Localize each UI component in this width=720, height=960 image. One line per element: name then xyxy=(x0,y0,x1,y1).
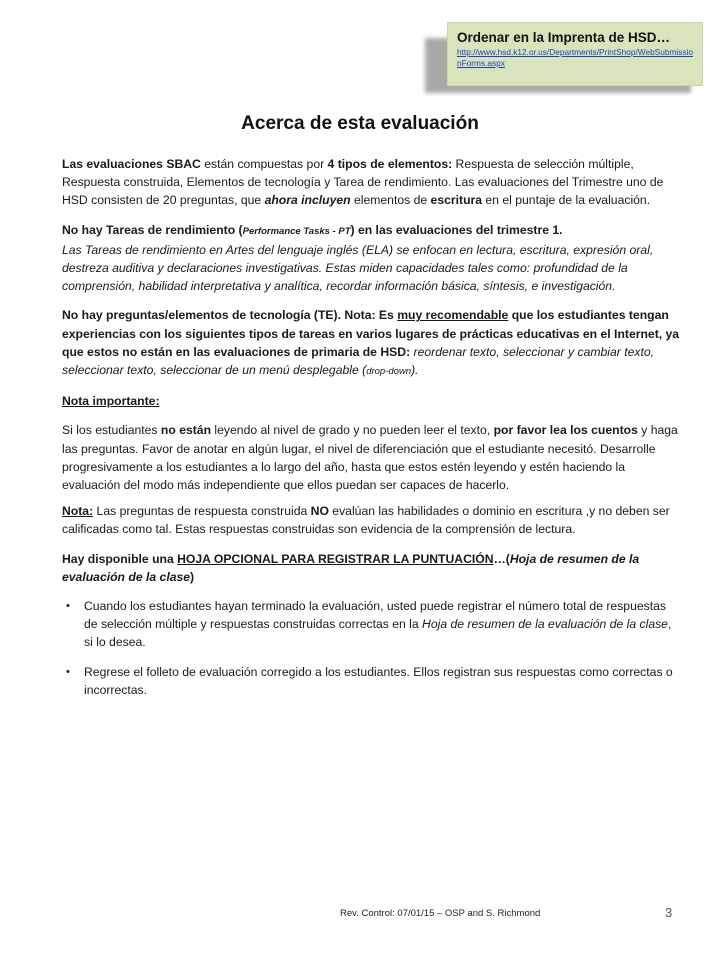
text-run: Performance Tasks - PT xyxy=(242,225,351,237)
text-run: ahora incluyen xyxy=(264,193,351,208)
text-run: leyendo al nivel de grado y no pueden leer el texto, xyxy=(211,423,494,438)
bullet-list xyxy=(62,597,680,699)
text-run: NO xyxy=(310,504,329,519)
text-run: HOJA OPCIONAL PARA REGISTRAR LA PUNTUACIÓN xyxy=(177,551,494,566)
bullet-icon: • xyxy=(66,665,70,678)
text-run: …( xyxy=(493,551,510,566)
page-title: Acerca de esta evaluación xyxy=(241,113,479,134)
print-shop-link[interactable]: http://www.hsd.k12.or.us/Departments/PrintShop/WebSubmissionForms.aspx xyxy=(457,47,693,68)
text-run: reordenar texto, seleccionar y cambiar texto, seleccionar texto, seleccionar de un menú desplegable ( xyxy=(62,344,655,378)
text-run: ). xyxy=(411,363,419,378)
text-run: Las evaluaciones SBAC xyxy=(62,157,201,171)
text-run: Hoja de resumen de la evaluación de la clase xyxy=(62,551,640,584)
text-run: elementos de xyxy=(350,193,431,208)
text-run: escritura xyxy=(430,193,483,208)
text-run: Nota: xyxy=(62,504,94,519)
text-run: ) xyxy=(190,569,195,584)
text-run: Cuando los estudiantes hayan terminado la evaluación, usted puede registrar el número total de respuestas de selección múltiple y respuestas construidas correctas en la xyxy=(84,599,666,632)
text-run: están compuestas por xyxy=(200,157,328,171)
text-run: evalúan las habilidades o dominio en escritura ,y no deben ser calificadas como tal. Estas respuestas construidas son evidencia de la comprensión de lectura. xyxy=(62,504,670,537)
important-note-heading: Nota importante: xyxy=(62,394,160,409)
text-run: Regrese el folleto de evaluación corregido a los estudiantes. Ellos registran sus respuestas como correctas o incorrectas. xyxy=(84,664,673,697)
paragraph-sbac-intro xyxy=(62,155,680,210)
paragraph-optional-sheet xyxy=(62,550,680,586)
text-run: Si los estudiantes xyxy=(62,423,161,438)
paragraph-technology-items xyxy=(62,306,680,381)
text-run: que los estudiantes tengan experiencias con los siguientes tipos de tareas en varios lugares de prácticas educativas en el Internet, ya que estos no están en las evaluaciones de primaria de HSD: xyxy=(62,308,680,359)
text-run: No hay Tareas de rendimiento ( xyxy=(62,222,243,237)
paragraph-constructed-response-note xyxy=(62,502,680,538)
text-run: 4 tipos de elementos: xyxy=(327,157,453,171)
text-run: Hay disponible una xyxy=(62,551,178,566)
text-run: Las Tareas de rendimiento en Artes del lenguaje inglés (ELA) se enfocan en lectura, escritura, expresión oral, destreza auditiva y declaraciones investigativas. Estas miden capacidades tales como: profundidad de la comprensión, habilidad interpretativa y analítica, recordar información básica, síntesis, e investigación. xyxy=(62,242,654,294)
text-run: ) en las evaluaciones del trimestre 1. xyxy=(350,222,563,237)
document-body xyxy=(62,155,680,699)
text-run: No hay preguntas/elementos de tecnología (TE). Nota: Es xyxy=(62,308,398,323)
callout-title: Ordenar en la Imprenta de HSD… xyxy=(457,30,671,45)
text-run: no están xyxy=(160,423,212,438)
text-run: Hoja de resumen de la evaluación de la clase xyxy=(422,617,668,632)
paragraph-performance-tasks xyxy=(62,221,680,296)
text-run: en el puntaje de la evaluación. xyxy=(482,193,651,208)
paragraph-reading-level xyxy=(62,421,680,494)
text-run: drop-down xyxy=(366,366,412,378)
print-shop-callout xyxy=(447,22,703,86)
text-run: por favor lea los cuentos xyxy=(493,423,638,438)
bullet-icon: • xyxy=(66,600,70,613)
list-item xyxy=(62,663,680,699)
revision-control-footer: Rev. Control: 07/01/15 – OSP and S. Richmond xyxy=(340,908,541,919)
text-run: Respuesta de selección múltiple, Respuesta construida, Elementos de tecnología y Tarea de rendimiento. Las evaluaciones del Trimestre uno de HSD consisten de 20 preguntas, que xyxy=(62,157,664,208)
text-run: Las preguntas de respuesta construida xyxy=(93,504,311,519)
page-number: 3 xyxy=(665,905,673,920)
text-run: muy recomendable xyxy=(397,308,509,323)
list-item xyxy=(62,597,680,652)
text-run: y haga las preguntas. Favor de anotar en algún lugar, el nivel de diferenciación que el estudiante necesitó. Desarrolle progresivamente a los estudiantes a lo largo del año, hasta que estos estén leyendo y estén haciendo la evaluación del modo más independiente que ellos puedan ser capaces de hacerlo. xyxy=(62,423,678,493)
text-run: , si lo desea. xyxy=(84,617,672,650)
